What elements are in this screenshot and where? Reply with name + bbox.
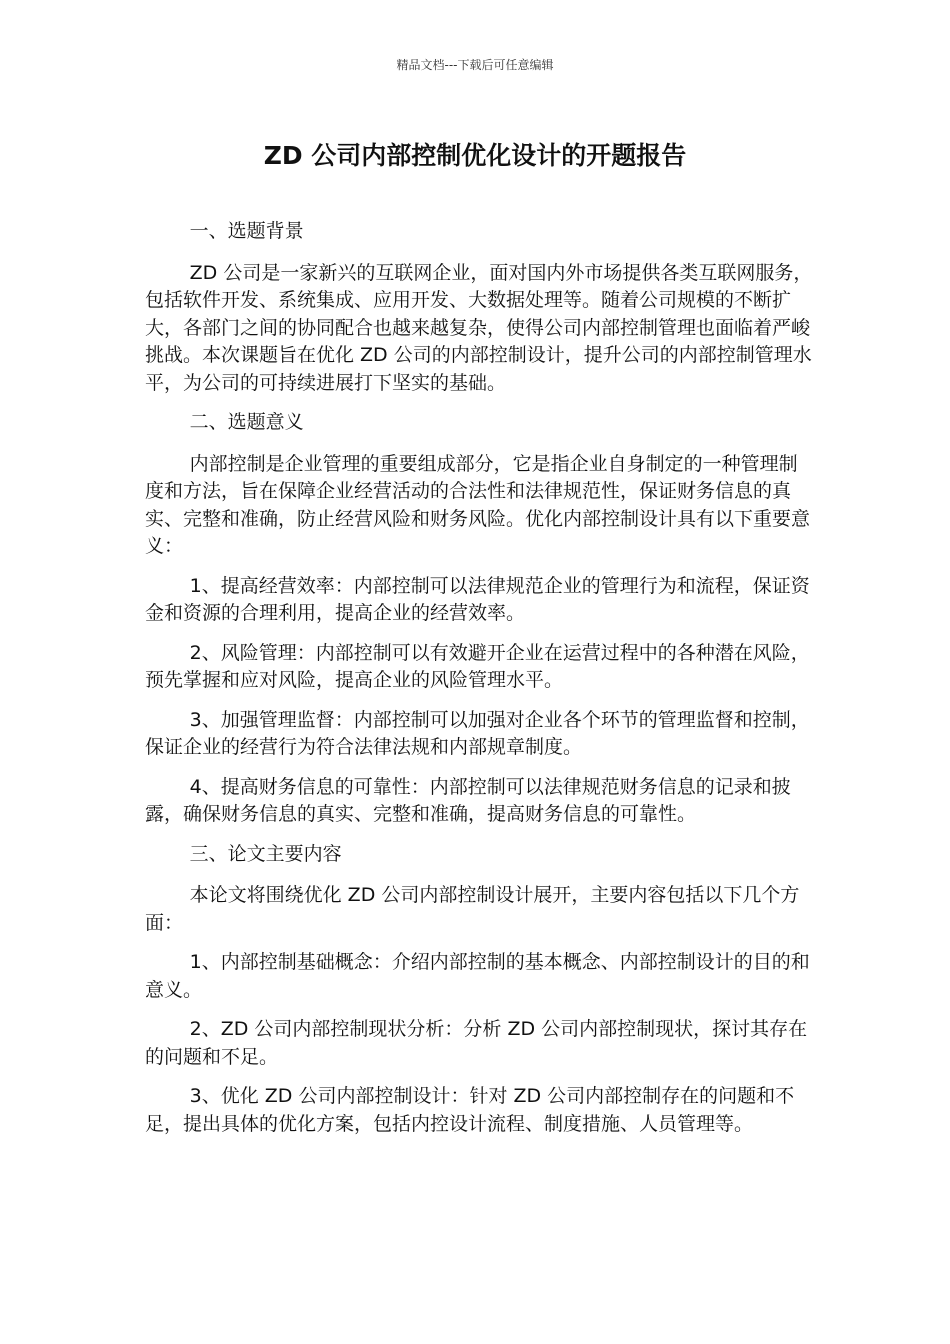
section-heading: 三、论文主要内容 [189,842,342,865]
list-item: 1、提高经营效率：内部控制可以法律规范企业的管理行为和流程，保证资金和资源的合理利用，提高企业的经营效率。 [145,574,810,624]
header-note: 精品文档---下载后可任意编辑 [396,58,554,72]
section-heading: 一、选题背景 [189,220,304,242]
list-item: 2、ZD 公司内部控制现状分析：分析 ZD 公司内部控制现状，探讨其存在的问题和不足。 [145,1018,808,1068]
list-item: 3、优化 ZD 公司内部控制设计：针对 ZD 公司内部控制存在的问题和不足，提出具体的优化方案，包括内控设计流程、制度措施、人员管理等。 [145,1085,795,1135]
list-item: 1、内部控制基础概念：介绍内部控制的基本概念、内部控制设计的目的和意义。 [145,951,810,1001]
document-title: ZD 公司内部控制优化设计的开题报告 [263,141,687,170]
list-item: 3、加强管理监督：内部控制可以加强对企业各个环节的管理监督和控制，保证企业的经营行为符合法律法规和内部规章制度。 [145,708,810,758]
document-body [145,218,815,1150]
section-heading: 二、选题意义 [189,411,304,433]
list-item: 4、提高财务信息的可靠性：内部控制可以法律规范财务信息的记录和披露，确保财务信息的真实、完整和准确，提高财务信息的可靠性。 [145,775,791,825]
paragraph: 内部控制是企业管理的重要组成部分，它是指企业自身制定的一种管理制度和方法，旨在保障企业经营活动的合法性和法律规范性，保证财务信息的真实、完整和准确，防止经营风险和财务风险。优化内部控制设计具有以下重要意义： [145,452,811,557]
paragraph: ZD 公司是一家新兴的互联网企业，面对国内外市场提供各类互联网服务，包括软件开发、系统集成、应用开发、大数据处理等。随着公司规模的不断扩大，各部门之间的协同配合也越来越复杂，使得公司内部控制管理也面临着严峻挑战。本次课题旨在优化 ZD 公司的内部控制设计，提升公司的内部控制管理水平，为公司的可持续进展打下坚实的基础。 [145,261,813,394]
list-item: 2、风险管理：内部控制可以有效避开企业在运营过程中的各种潜在风险，预先掌握和应对风险，提高企业的风险管理水平。 [145,641,810,691]
paragraph: 本论文将围绕优化 ZD 公司内部控制设计展开，主要内容包括以下几个方面： [145,884,800,934]
